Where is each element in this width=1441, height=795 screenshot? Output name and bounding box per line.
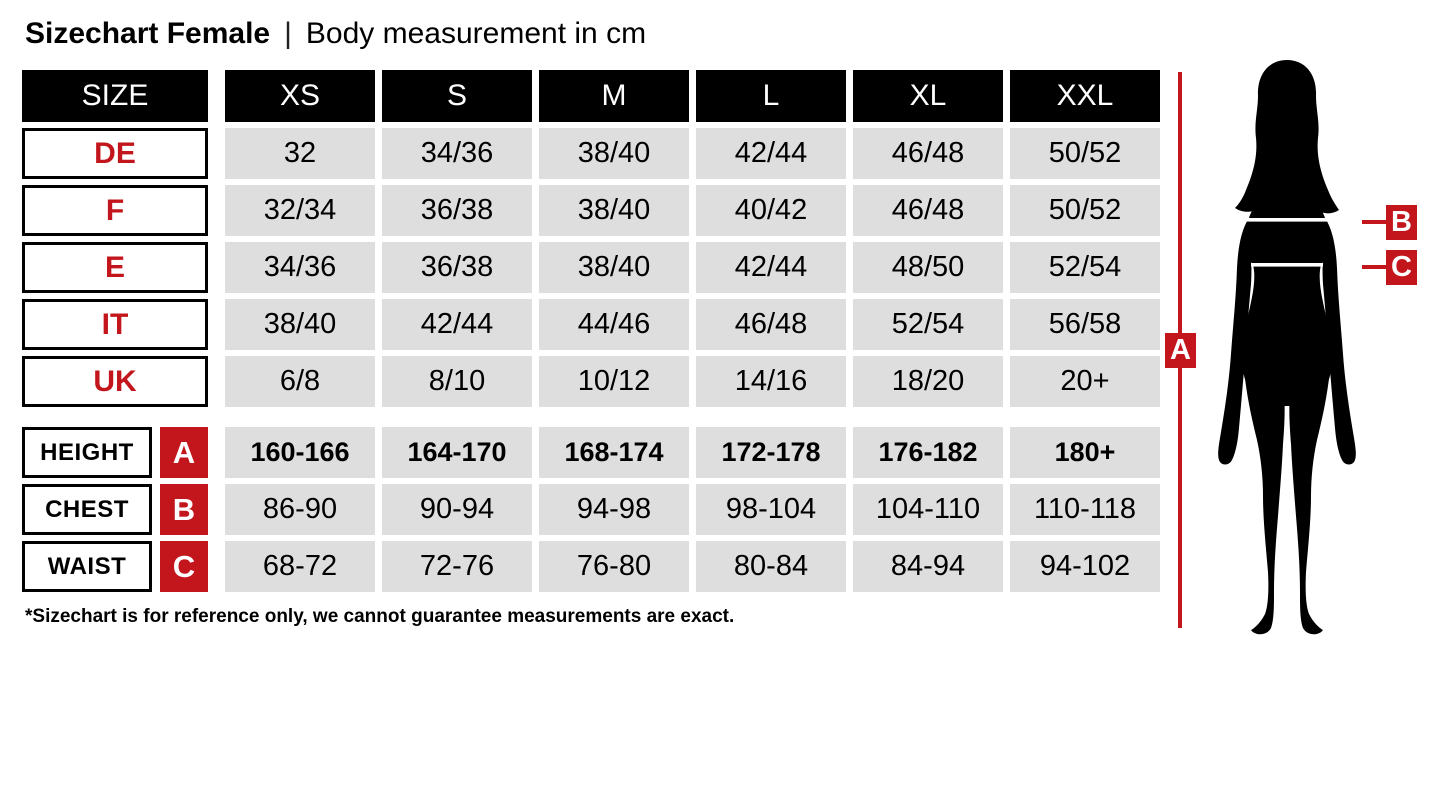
silhouette-right-leg — [1289, 358, 1331, 634]
table-cell: 42/44 — [696, 242, 846, 293]
measure-label-wrap — [22, 427, 208, 478]
figure-marker-c: C — [1386, 250, 1417, 285]
table-cell: 168-174 — [539, 427, 689, 478]
table-cell: 76-80 — [539, 541, 689, 592]
column-header-xs: XS — [225, 70, 375, 122]
table-cell: 38/40 — [539, 128, 689, 179]
column-header-xl: XL — [853, 70, 1003, 122]
table-cell: 104-110 — [853, 484, 1003, 535]
table-cell: 44/46 — [539, 299, 689, 350]
column-header-m: M — [539, 70, 689, 122]
table-row-it — [22, 299, 1160, 350]
title-subtitle: Body measurement in cm — [305, 17, 647, 50]
row-label-uk: UK — [22, 356, 208, 407]
table-header-row — [22, 70, 1160, 122]
row-label-e: E — [22, 242, 208, 293]
table-cell: 52/54 — [853, 299, 1003, 350]
title-main: Sizechart Female — [25, 17, 271, 50]
table-cell: 90-94 — [382, 484, 532, 535]
table-cell: 38/40 — [225, 299, 375, 350]
silhouette-torso — [1242, 192, 1332, 407]
table-row-chest — [22, 484, 1160, 535]
size-header-cell: SIZE — [22, 70, 208, 122]
silhouette-left-leg — [1243, 358, 1285, 634]
column-header-l: L — [696, 70, 846, 122]
table-cell: 50/52 — [1010, 185, 1160, 236]
waist-connector-line — [1362, 265, 1387, 269]
measure-label-waist: WAIST — [22, 541, 152, 592]
table-cell: 98-104 — [696, 484, 846, 535]
waist-line — [1251, 263, 1323, 267]
table-cell: 172-178 — [696, 427, 846, 478]
table-cell: 46/48 — [853, 128, 1003, 179]
footnote: *Sizechart is for reference only, we cannot guarantee measurements are exact. — [25, 606, 735, 627]
table-cell: 94-102 — [1010, 541, 1160, 592]
female-silhouette — [1205, 58, 1361, 636]
table-cell: 18/20 — [853, 356, 1003, 407]
table-cell: 42/44 — [382, 299, 532, 350]
table-cell: 10/12 — [539, 356, 689, 407]
table-cell: 36/38 — [382, 242, 532, 293]
table-cell: 34/36 — [225, 242, 375, 293]
table-cell: 68-72 — [225, 541, 375, 592]
table-cell: 42/44 — [696, 128, 846, 179]
table-row-height — [22, 427, 1160, 478]
table-cell: 38/40 — [539, 185, 689, 236]
title-separator: | — [284, 17, 292, 50]
table-cell: 94-98 — [539, 484, 689, 535]
table-cell: 56/58 — [1010, 299, 1160, 350]
table-cell: 72-76 — [382, 541, 532, 592]
marker-badge-b: B — [160, 484, 208, 535]
marker-badge-c: C — [160, 541, 208, 592]
table-cell: 50/52 — [1010, 128, 1160, 179]
table-row-f — [22, 185, 1160, 236]
silhouette-head-hair — [1235, 60, 1339, 213]
measure-label-wrap — [22, 484, 208, 535]
table-cell: 14/16 — [696, 356, 846, 407]
table-cell: 48/50 — [853, 242, 1003, 293]
figure-marker-a: A — [1165, 333, 1196, 368]
figure-area — [1150, 50, 1441, 650]
figure-marker-b: B — [1386, 205, 1417, 240]
table-cell: 8/10 — [382, 356, 532, 407]
column-header-xxl: XXL — [1010, 70, 1160, 122]
table-cell: 32 — [225, 128, 375, 179]
table-cell: 160-166 — [225, 427, 375, 478]
table-cell: 180+ — [1010, 427, 1160, 478]
table-cell: 38/40 — [539, 242, 689, 293]
row-label-it: IT — [22, 299, 208, 350]
measure-label-chest: CHEST — [22, 484, 152, 535]
table-row-de — [22, 128, 1160, 179]
table-row-uk — [22, 356, 1160, 407]
size-table — [22, 70, 1160, 598]
table-cell: 32/34 — [225, 185, 375, 236]
table-cell: 176-182 — [853, 427, 1003, 478]
row-label-f: F — [22, 185, 208, 236]
table-cell: 52/54 — [1010, 242, 1160, 293]
chest-connector-line — [1362, 220, 1387, 224]
table-row-waist — [22, 541, 1160, 592]
table-cell: 20+ — [1010, 356, 1160, 407]
measure-label-height: HEIGHT — [22, 427, 152, 478]
column-header-s: S — [382, 70, 532, 122]
table-row-e — [22, 242, 1160, 293]
page-title — [25, 17, 646, 51]
table-cell: 86-90 — [225, 484, 375, 535]
row-label-de: DE — [22, 128, 208, 179]
table-cell: 34/36 — [382, 128, 532, 179]
table-cell: 46/48 — [853, 185, 1003, 236]
table-cell: 40/42 — [696, 185, 846, 236]
table-cell: 84-94 — [853, 541, 1003, 592]
chest-line — [1243, 218, 1333, 222]
marker-badge-a: A — [160, 427, 208, 478]
table-cell: 164-170 — [382, 427, 532, 478]
table-cell: 6/8 — [225, 356, 375, 407]
table-cell: 46/48 — [696, 299, 846, 350]
table-cell: 110-118 — [1010, 484, 1160, 535]
table-cell: 36/38 — [382, 185, 532, 236]
measure-label-wrap — [22, 541, 208, 592]
table-cell: 80-84 — [696, 541, 846, 592]
